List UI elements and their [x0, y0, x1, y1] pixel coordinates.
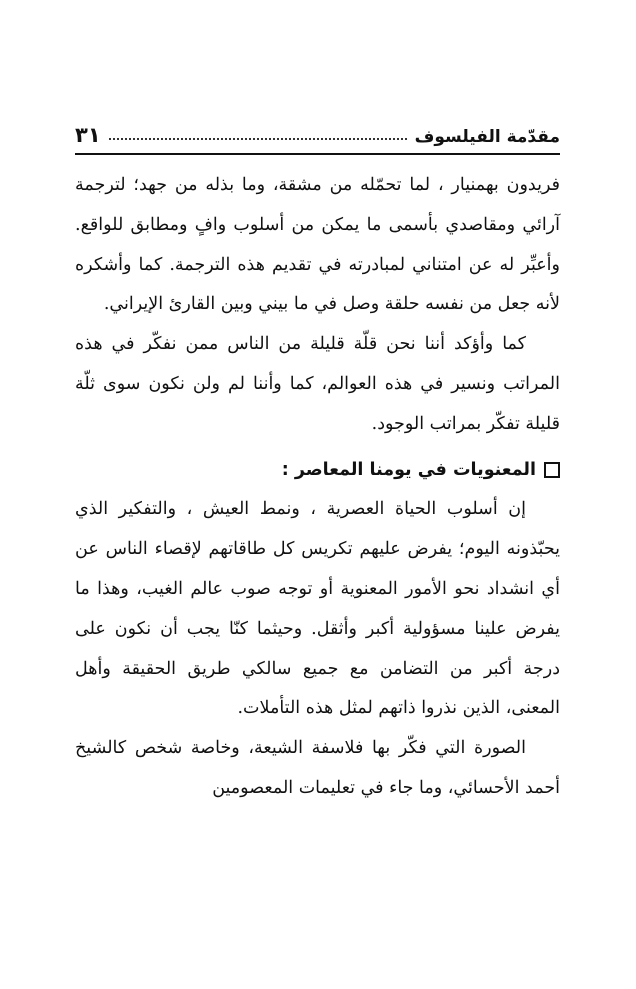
- paragraph-2: كما وأؤكد أننا نحن قلّة قليلة من الناس ممن نفكّر في هذه المراتب ونسير في هذه العوالم، كما وأننا لم ولن نكون سوى ثلّة قليلة تفكّر بمراتب الوجود.: [75, 334, 560, 434]
- section-heading-text: المعنويات في يومنا المعاصر :: [281, 459, 536, 480]
- page-number: ٣١: [75, 123, 101, 147]
- paragraph-4: الصورة التي فكّر بها فلاسفة الشيعة، وخاصة شخص كالشيخ أحمد الأحسائي، وما جاء في تعليمات المعصومين: [75, 738, 560, 798]
- running-title: مقدّمة الفيلسوف: [414, 127, 560, 147]
- paragraph-1: فريدون بهمنيار ، لما تحمّله من مشقة، وما بذله من جهد؛ لترجمة آرائي ومقاصدي بأسمى ما يمكن من أسلوب وافٍ ومطابق للواقع. وأعبِّر له عن امتناني لمبادرته في تقديم هذه الترجمة. كما وأشكره لأنه جعل من نفسه حلقة وصل في ما بيني وبين القارئ الإيراني.: [75, 175, 560, 315]
- square-bullet-icon: [544, 462, 560, 478]
- paragraph-3: إن أسلوب الحياة العصرية ، ونمط العيش ، والتفكير الذي يحبّذونه اليوم؛ يفرض عليهم تكريس كل طاقاتهم لإقصاء الناس عن أي انشداد نحو الأمور المعنوية أو توجه صوب عالم الغيب، وهذا ما يفرض علينا مسؤولية أكبر وأثقل. وحيثما كنّا يجب أن نكون على درجة أكبر من التضامن مع جميع سالكي طريق الحقيقة وأهل المعنى، الذين نذروا ذاتهم لمثل هذه التأملات.: [75, 499, 560, 719]
- page-body: [75, 166, 560, 809]
- section-heading: [75, 451, 560, 491]
- page-header: [75, 115, 560, 147]
- header-rule: [75, 153, 560, 155]
- dotted-leader: [109, 138, 407, 140]
